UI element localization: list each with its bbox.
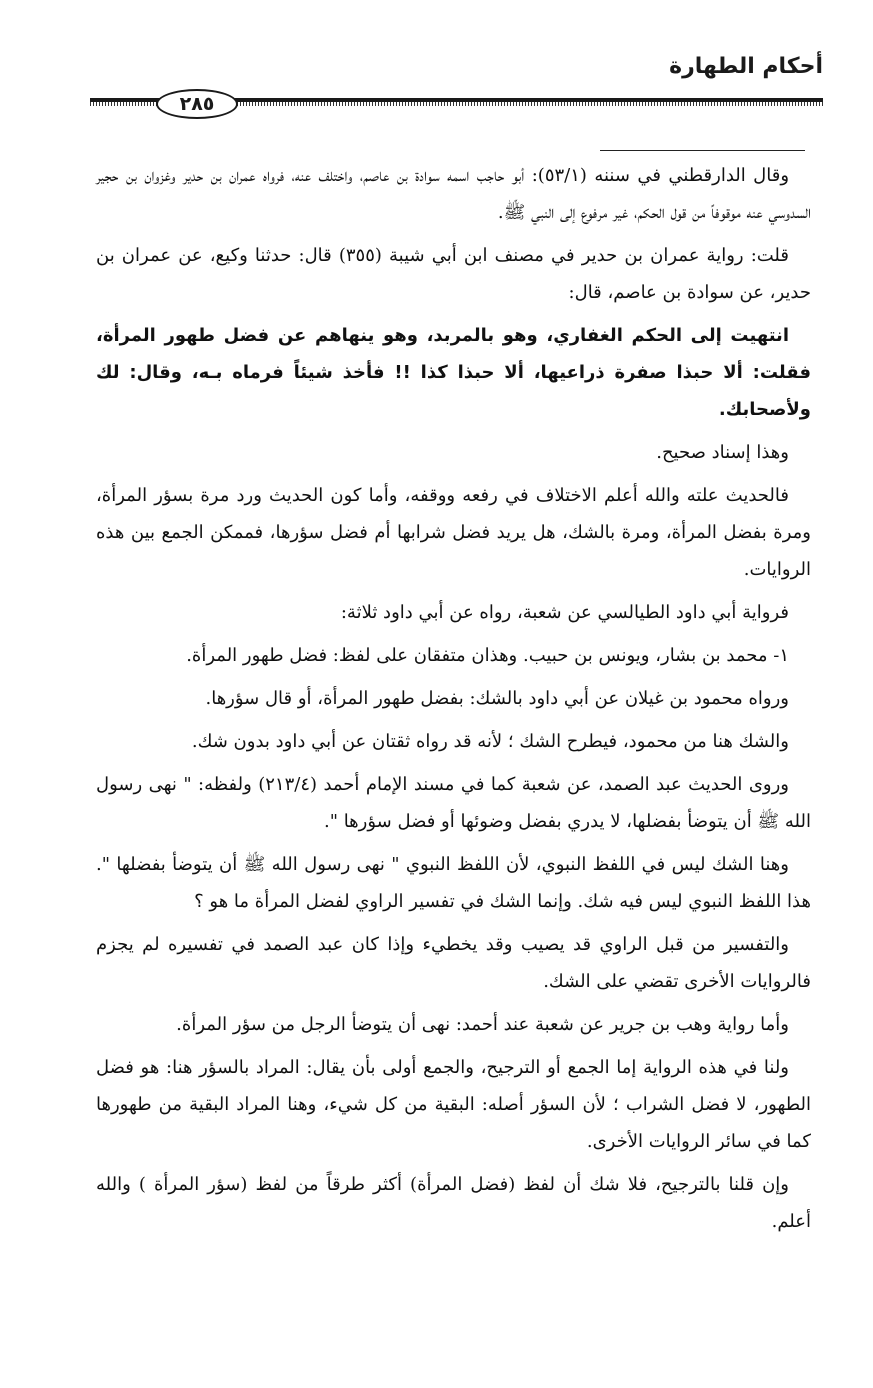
book-title: أحكام الطهارة bbox=[669, 54, 823, 79]
paragraph-lafz-nabawi: وهنا الشك ليس في اللفظ النبوي، لأن اللفظ النبوي " نهى رسول الله ﷺ أن يتوضأ بفضلها ". هذا اللفظ النبوي ليس فيه شك. وإنما الشك في تفسير الراوي لفضل المرأة ما هو ؟ bbox=[96, 854, 811, 912]
paragraph-hadith-illah: فالحديث علته والله أعلم الاختلاف في رفعه ووقفه، وأما كون الحديث ورد مرة بسؤر المرأة، ومرة بفضل المرأة، ومرة بالشك، هل يريد فضل شرابها أم فضل سؤرها، فممكن الجمع بين هذه الروايات. bbox=[96, 485, 811, 580]
paragraph-tarjih: وإن قلنا بالترجيح، فلا شك أن لفظ (فضل المرأة) أكثر طرقاً من لفظ (سؤر المرأة ) والله أعلم. bbox=[96, 1174, 811, 1232]
paragraph-jam: ولنا في هذه الرواية إما الجمع أو الترجيح، والجمع أولى بأن يقال: المراد بالسؤر هنا: هو فضل الطهور، لا فضل الشراب ؛ لأن السؤر أصله: البقية من كل شيء، وهنا المراد البقية من طهورها كما في سائر الروايات الأخرى. bbox=[96, 1057, 811, 1152]
paragraph-quoted-narration: انتهيت إلى الحكم الغفاري، وهو بالمربد، وهو ينهاهم عن فضل طهور المرأة، فقلت: ألا حبذا صفرة ذراعيها، ألا حبذا كذا !! فأخذ شيئاً فرماه بـه، وقال: لك ولأصحابك. bbox=[96, 325, 811, 420]
body-text bbox=[96, 157, 811, 1246]
paragraph-ibn-abi-shaybah: قلت: رواية عمران بن حدير في مصنف ابن أبي شيبة (٣٥٥) قال: حدثنا وكيع، عن عمران بن حدير، عن سوادة بن عاصم، قال: bbox=[96, 245, 811, 303]
paragraph-mahmud-ghaylan: ورواه محمود بن غيلان عن أبي داود بالشك: بفضل طهور المرأة، أو قال سؤرها. bbox=[205, 688, 789, 709]
page-header bbox=[90, 52, 823, 115]
paragraph-isnad-sahih: وهذا إسناد صحيح. bbox=[656, 442, 789, 463]
paragraph-daraqutni: وقال الدارقطني في سننه (٥٣/١): أبو حاجب اسمه سوادة بن عاصم، واختلف عنه، فرواه عمران بن حدير وغزوان بن حجير السدوسي عنه موقوفاً من قول الحكم، غير مرفوع إلى النبي ﷺ. bbox=[96, 165, 811, 223]
section-divider bbox=[600, 150, 805, 151]
paragraph-wahb-jarir: وأما رواية وهب بن جرير عن شعبة عند أحمد: نهى أن يتوضأ الرجل من سؤر المرأة. bbox=[176, 1014, 789, 1035]
paragraph-list-item-1: ١- محمد بن بشار، ويونس بن حبيب. وهذان متفقان على لفظ: فضل طهور المرأة. bbox=[186, 645, 789, 666]
paragraph-abd-al-samad: وروى الحديث عبد الصمد، عن شعبة كما في مسند الإمام أحمد (٢١٣/٤) ولفظه: " نهى رسول الله ﷺ أن يتوضأ بفضلها، لا يدري بفضل وضوئها أو فضل سؤرها ". bbox=[96, 774, 811, 832]
paragraph-shakk-mahmud: والشك هنا من محمود، فيطرح الشك ؛ لأنه قد رواه ثقتان عن أبي داود بدون شك. bbox=[191, 731, 789, 752]
page-number: ٢٨٥ bbox=[156, 89, 238, 119]
paragraph-tayalisi: فرواية أبي داود الطيالسي عن شعبة، رواه عن أبي داود ثلاثة: bbox=[340, 602, 789, 623]
paragraph-tafsir-rawi: والتفسير من قبل الراوي قد يصيب وقد يخطيء وإذا كان عبد الصمد في تفسيره لم يجزم فالروايات الأخرى تقضي على الشك. bbox=[96, 934, 811, 992]
